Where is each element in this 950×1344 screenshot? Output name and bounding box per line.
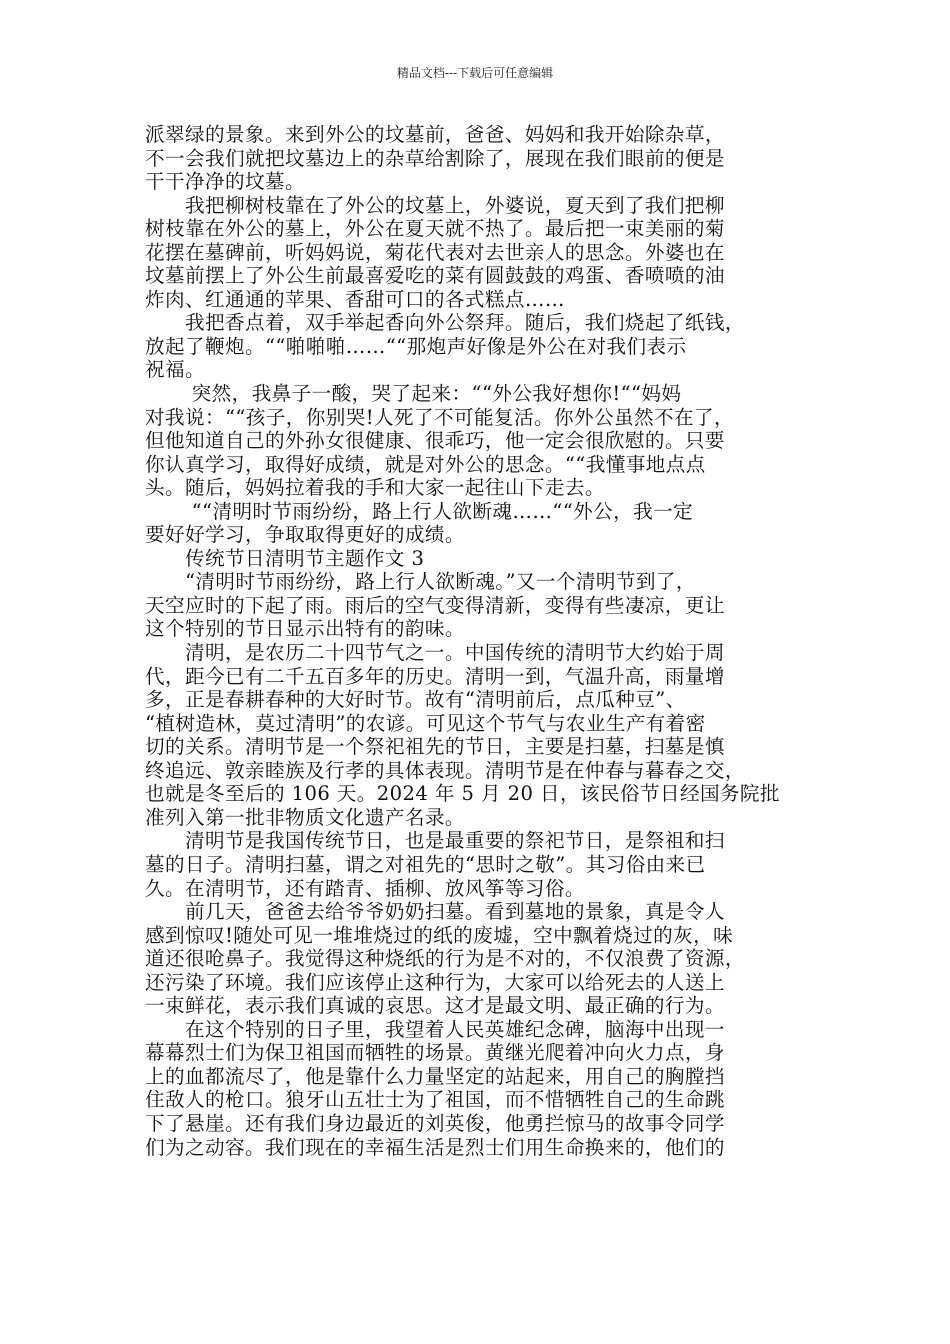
text-line: 天空应时的下起了雨。雨后的空气变得清新，变得有些凄凉，更让 xyxy=(145,593,725,617)
text-line: 一束鲜花，表示我们真诚的哀思。这才是最文明、最正确的行为。 xyxy=(145,994,725,1018)
text-line: 下了悬崖。还有我们身边最近的刘英俊，他勇拦惊马的故事令同学 xyxy=(145,1111,725,1135)
text-line: 干干净净的坟墓。 xyxy=(145,170,305,194)
text-line: 坟墓前摆上了外公生前最喜爱吃的菜有圆鼓鼓的鸡蛋、香喷喷的油 xyxy=(145,264,725,288)
text-line: “清明时节雨纷纷，路上行人欲断魂。”又一个清明节到了， xyxy=(145,570,696,594)
text-line: 放起了鞭炮。““啪啪啪……““那炮声好像是外公在对我们表示 xyxy=(145,334,687,358)
text-line: 多，正是春耕春种的大好时节。故有“清明前后，点瓜种豆”、 xyxy=(145,688,686,712)
document-body xyxy=(145,123,813,1159)
text-line: 派翠绿的景象。来到外公的坟墓前，爸爸、妈妈和我开始除杂草， xyxy=(145,123,725,146)
text-line: 住敌人的枪口。狼牙山五壮士为了祖国，而不惜牺牲自己的生命跳 xyxy=(145,1088,725,1112)
text-line: 们为之动容。我们现在的幸福生活是烈士们用生命换来的，他们的 xyxy=(145,1135,725,1159)
text-line: 在这个特别的日子里，我望着人民英雄纪念碑，脑海中出现一 xyxy=(145,1017,725,1041)
text-line: 久。在清明节，还有踏青、插柳、放风筝等习俗。 xyxy=(145,876,585,900)
text-line: 头。随后，妈妈拉着我的手和大家一起往山下走去。 xyxy=(145,476,605,500)
text-line: 切的关系。清明节是一个祭祀祖先的节日，主要是扫墓，扫墓是慎 xyxy=(145,735,725,759)
text-line: 代，距今已有二千五百多年的历史。清明一到，气温升高，雨量增 xyxy=(145,664,725,688)
text-line: 突然，我鼻子一酸，哭了起来：““外公我好想你!““妈妈 xyxy=(145,382,682,406)
text-line: 前几天，爸爸去给爷爷奶奶扫墓。看到墓地的景象，真是令人 xyxy=(145,900,725,924)
text-line: 清明节是我国传统节日，也是最重要的祭祀节日，是祭祖和扫 xyxy=(145,829,725,853)
text-line: ““清明时节雨纷纷，路上行人欲断魂……““外公，我一定 xyxy=(145,499,694,523)
text-line: 祝福。 xyxy=(145,358,205,382)
text-line: 我把柳树枝靠在了外公的坟墓上，外婆说，夏天到了我们把柳 xyxy=(145,193,725,217)
text-line: 感到惊叹!随处可见一堆堆烧过的纸的废墟，空中飘着烧过的灰，味 xyxy=(145,923,734,947)
text-line: 墓的日子。清明扫墓，谓之对祖先的“思时之敬”。其习俗由来已 xyxy=(145,852,706,876)
text-line: 花摆在墓碑前，听妈妈说，菊花代表对去世亲人的思念。外婆也在 xyxy=(145,240,725,264)
text-line: 清明，是农历二十四节气之一。中国传统的清明节大约始于周 xyxy=(145,641,725,665)
text-line: 这个特别的节日显示出特有的韵味。 xyxy=(145,617,465,641)
text-line: 我把香点着，双手举起香向外公祭拜。随后，我们烧起了纸钱， xyxy=(145,311,745,335)
text-line: 准列入第一批非物质文化遗产名录。 xyxy=(145,805,465,829)
text-line: 你认真学习，取得好成绩，就是对外公的思念。““我懂事地点点 xyxy=(145,452,706,476)
text-line: “植树造林，莫过清明”的农谚。可见这个节气与农业生产有着密 xyxy=(145,711,706,735)
section-heading: 传统节日清明节主题作文 3 xyxy=(145,546,425,570)
text-line: 终追远、敦亲睦族及行孝的具体表现。清明节是在仲春与暮春之交， xyxy=(145,758,745,782)
text-line: 树枝靠在外公的墓上，外公在夏天就不热了。最后把一束美丽的菊 xyxy=(145,217,725,241)
text-line: 道还很呛鼻子。我觉得这种烧纸的行为是不对的，不仅浪费了资源， xyxy=(145,947,745,971)
text-line: 要好好学习，争取取得更好的成绩。 xyxy=(145,523,465,547)
text-line: 炸肉、红通通的苹果、香甜可口的各式糕点…… xyxy=(145,287,565,311)
text-line: 幕幕烈士们为保卫祖国而牺牲的场景。黄继光爬着冲向火力点，身 xyxy=(145,1041,725,1065)
text-line: 上的血都流尽了，他是靠什么力量坚定的站起来，用自己的胸膛挡 xyxy=(145,1064,725,1088)
text-line: 但他知道自己的外孙女很健康、很乖巧，他一定会很欣慰的。只要 xyxy=(145,429,725,453)
text-line: 还污染了环境。我们应该停止这种行为，大家可以给死去的人送上 xyxy=(145,970,725,994)
text-line: 也就是冬至后的 106 天。2024 年 5 月 20 日，该民俗节日经国务院批 xyxy=(145,782,780,806)
text-line: 对我说：““孩子，你别哭!人死了不可能复活。你外公虽然不在了， xyxy=(145,405,734,429)
page-header: 精品文档---下载后可任意编辑 xyxy=(396,66,554,80)
text-line: 不一会我们就把坟墓边上的杂草给割除了，展现在我们眼前的便是 xyxy=(145,146,725,170)
